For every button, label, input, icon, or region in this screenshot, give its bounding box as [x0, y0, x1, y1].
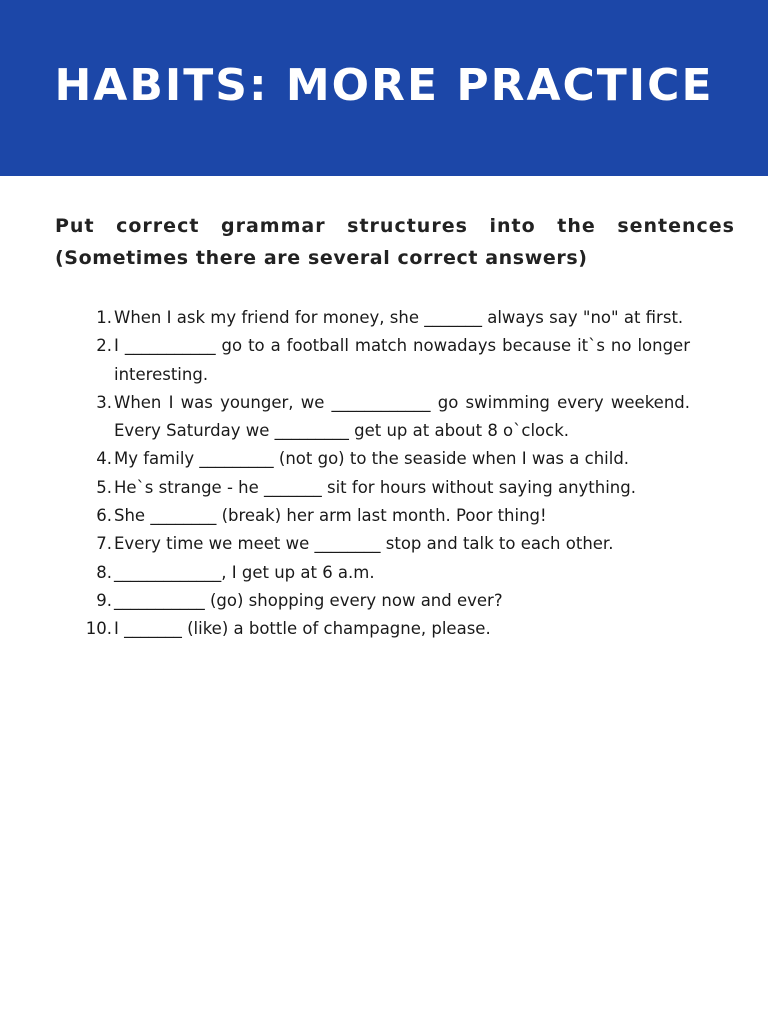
exercise-item-2 — [80, 332, 690, 389]
exercise-number: 5. — [96, 477, 112, 497]
exercise-number: 7. — [96, 534, 112, 554]
exercise-text: I _______ (like) a bottle of champagne, please. — [114, 619, 491, 639]
exercise-item-4 — [80, 445, 690, 473]
exercise-number: 4. — [96, 449, 112, 469]
exercise-text: When I was younger, we ____________ go swimming every weekend. Every Saturday we _________ get up at about 8 o`clock. — [114, 392, 690, 441]
exercise-text: _____________, I get up at 6 a.m. — [114, 562, 375, 582]
page-title: HABITS: MORE PRACTICE — [54, 60, 714, 111]
header-banner — [0, 0, 768, 176]
instructions — [55, 210, 735, 274]
exercise-list — [80, 304, 690, 644]
exercise-text: He`s strange - he _______ sit for hours without saying anything. — [114, 477, 636, 497]
exercise-number: 1. — [96, 308, 112, 327]
exercise-item-5 — [80, 474, 690, 502]
exercise-text: ___________ (go) shopping every now and ever? — [114, 590, 503, 610]
exercise-number: 6. — [96, 506, 112, 526]
exercise-number: 9. — [96, 590, 112, 610]
exercise-item-8 — [80, 559, 690, 587]
exercise-text: Every time we meet we ________ stop and talk to each other. — [114, 534, 614, 554]
exercise-number: 10. — [85, 619, 112, 639]
exercise-item-7 — [80, 530, 690, 558]
exercise-number: 8. — [96, 562, 112, 582]
exercise-text: My family _________ (not go) to the seaside when I was a child. — [114, 449, 630, 469]
exercise-number: 2. — [96, 336, 112, 356]
instructions-line-1: Put correct grammar structures into the sentences — [55, 215, 735, 237]
exercise-text: She ________ (break) her arm last month. Poor thing! — [114, 506, 547, 526]
exercise-item-9 — [80, 587, 690, 615]
exercise-number: 3. — [96, 392, 112, 412]
exercise-text: When I ask my friend for money, she _______ always say "no" at first. — [114, 308, 684, 327]
instructions-line-2: (Sometimes there are several correct answers) — [55, 247, 588, 269]
exercise-item-1 — [80, 304, 690, 332]
exercise-item-10 — [80, 615, 690, 643]
exercise-text: I ___________ go to a football match nowadays because it`s no longer interesting. — [114, 336, 690, 384]
exercise-item-6 — [80, 502, 690, 530]
exercise-item-3 — [80, 389, 690, 446]
